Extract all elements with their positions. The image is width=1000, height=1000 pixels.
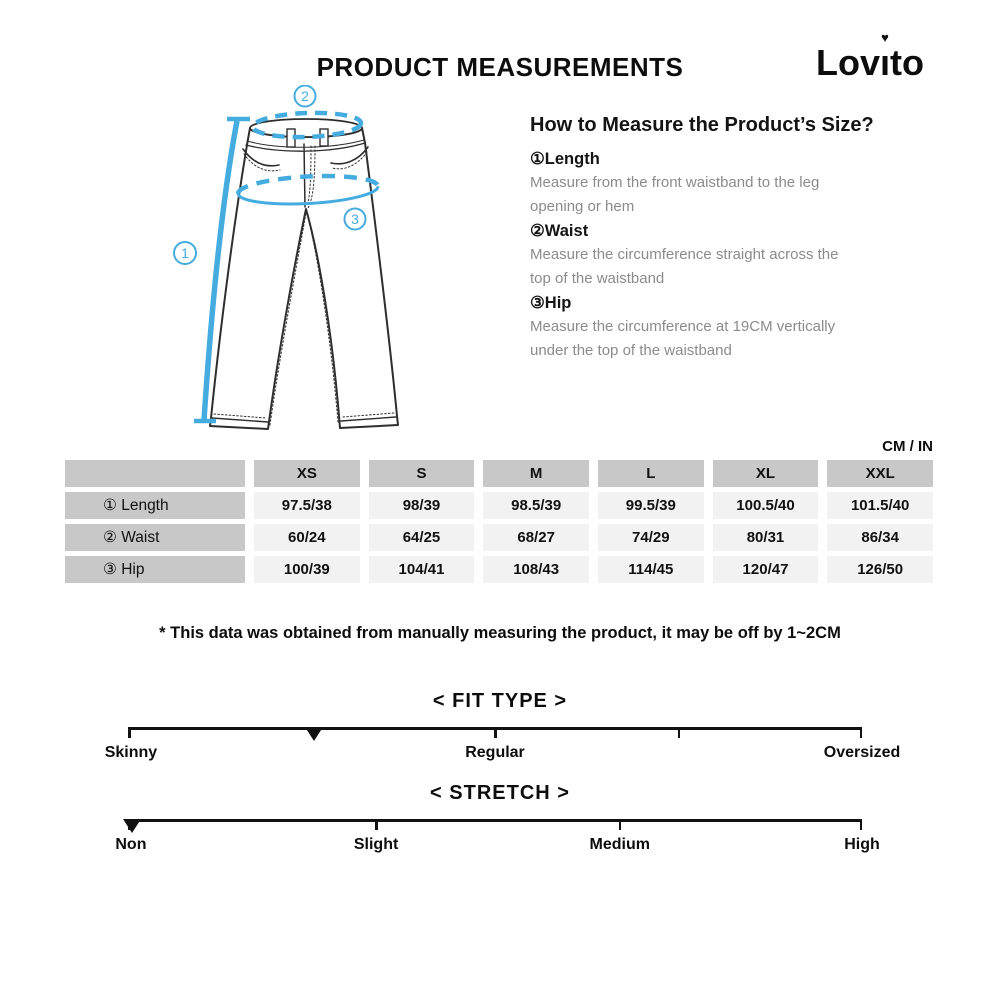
table-cell: 100/39 [254, 556, 360, 583]
stretch-title: < STRETCH > [430, 782, 570, 804]
table-cell: 97.5/38 [254, 492, 360, 519]
size-header-s: S [369, 460, 475, 487]
table-cell: 68/27 [483, 524, 589, 551]
table-cell: 114/45 [598, 556, 704, 583]
table-cell: 60/24 [254, 524, 360, 551]
row-label-hip: ③ Hip [65, 556, 245, 583]
callout-1-label: 1 [181, 245, 189, 261]
callout-3-label: 3 [351, 211, 359, 227]
table-cell: 104/41 [369, 556, 475, 583]
logo-text-post: to [890, 42, 924, 83]
brand-logo [815, 30, 924, 84]
measure-item-label: ①Length [530, 150, 600, 168]
measure-item-desc: opening or hem [530, 198, 635, 215]
units-label: CM / IN [882, 438, 933, 455]
measure-item-waist [530, 219, 920, 291]
callout-1-icon [174, 242, 196, 264]
scale-label-regular: Regular [465, 744, 525, 761]
table-cell: 86/34 [827, 524, 933, 551]
size-header-m: M [483, 460, 589, 487]
size-header-l: L [598, 460, 704, 487]
scale-label-high: High [844, 836, 880, 853]
measure-item-desc: under the top of the waistband [530, 342, 732, 359]
measure-item-desc: Measure the circumference straight across the [530, 246, 839, 263]
scale-tick [619, 819, 622, 830]
callout-3-icon [345, 209, 366, 230]
heart-icon: ♥ [881, 30, 889, 45]
measure-item-length [530, 147, 920, 219]
table-cell: 64/25 [369, 524, 475, 551]
logo-letter-i: ı ♥ [880, 30, 891, 83]
table-cell: 80/31 [713, 524, 819, 551]
table-cell: 100.5/40 [713, 492, 819, 519]
scale-tick [128, 727, 131, 738]
stretch-marker-icon [123, 819, 141, 833]
size-header-xxl: XXL [827, 460, 933, 487]
size-header-xl: XL [713, 460, 819, 487]
callout-2-icon [295, 86, 316, 107]
pants-diagram [140, 85, 510, 450]
table-cell: 98/39 [369, 492, 475, 519]
table-cell: 98.5/39 [483, 492, 589, 519]
size-header-xs: XS [254, 460, 360, 487]
fit-type-marker-icon [305, 727, 323, 741]
table-cell: 120/47 [713, 556, 819, 583]
measure-item-desc: Measure the circumference at 19CM vertically [530, 318, 836, 335]
logo-text-pre: Lov [815, 42, 880, 83]
scale-label-slight: Slight [353, 836, 399, 853]
measure-item-desc: top of the waistband [530, 270, 665, 287]
scale-tick [494, 727, 497, 738]
fit-type-scale-line [128, 727, 862, 730]
fit-type-labels [104, 744, 901, 764]
scale-tick [860, 819, 863, 830]
measure-item-label: ②Waist [530, 222, 589, 240]
table-corner-cell [65, 460, 245, 487]
page-title: PRODUCT MEASUREMENTS [316, 52, 684, 82]
callout-2-label: 2 [301, 88, 309, 104]
measure-item-hip [530, 291, 920, 363]
measure-item-label: ③Hip [530, 294, 572, 312]
fit-type-title: < FIT TYPE > [432, 690, 568, 712]
table-cell: 126/50 [827, 556, 933, 583]
stretch-scale-line [128, 819, 862, 822]
scale-label-oversized: Oversized [823, 744, 901, 761]
row-label-length: ① Length [65, 492, 245, 519]
how-to-measure-section [530, 114, 920, 363]
table-cell: 108/43 [483, 556, 589, 583]
table-cell: 74/29 [598, 524, 704, 551]
scale-tick [375, 819, 378, 830]
scale-label-medium: Medium [589, 836, 650, 853]
scale-tick [678, 727, 681, 738]
disclaimer-note: * This data was obtained from manually measuring the product, it may be off by 1~2CM [159, 624, 841, 642]
scale-tick [860, 727, 863, 738]
table-cell: 99.5/39 [598, 492, 704, 519]
table-cell: 101.5/40 [827, 492, 933, 519]
size-table [65, 460, 933, 583]
scale-label-non: Non [115, 836, 147, 853]
row-label-waist: ② Waist [65, 524, 245, 551]
measure-item-desc: Measure from the front waistband to the leg [530, 174, 820, 191]
scale-label-skinny: Skinny [104, 744, 158, 761]
how-to-heading: How to Measure the Product’s Size? [530, 114, 874, 136]
stretch-labels [115, 836, 880, 856]
